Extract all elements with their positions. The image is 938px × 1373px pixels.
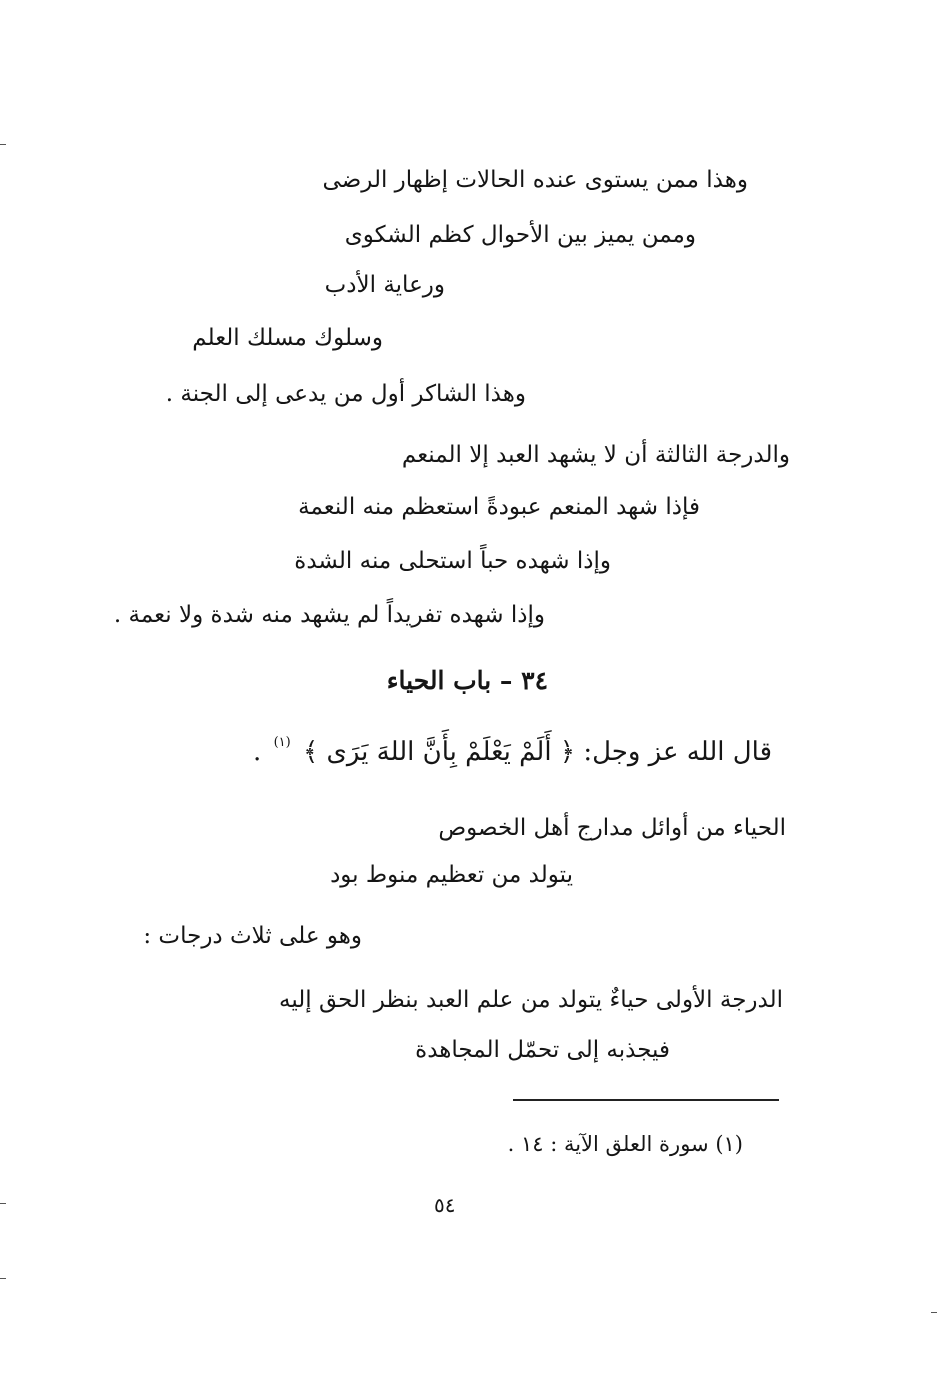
verse-quote: ﴿ أَلَمْ يَعْلَمْ بِأَنَّ اللهَ يَرَى ﴾	[302, 737, 576, 767]
footnote: (١) سورة العلق الآية : ١٤ .	[507, 1132, 743, 1156]
text-line: وهذا ممن يستوى عنده الحالات إظهار الرضى	[322, 167, 748, 193]
text-line: ورعاية الأدب	[324, 272, 445, 298]
text-line: والدرجة الثالثة أن لا يشهد العبد إلا المنعم	[401, 442, 790, 468]
text-line: وممن يميز بين الأحوال كظم الشكوى	[344, 222, 696, 248]
text-line: الحياء من أوائل مدارج أهل الخصوص	[438, 815, 786, 841]
text-line: الدرجة الأولى حياءٌ يتولد من علم العبد بنظر الحق إليه	[279, 987, 783, 1013]
footnote-separator	[513, 1099, 779, 1101]
scan-mark	[0, 144, 6, 145]
text-line: يتولد من تعظيم منوط بود	[330, 862, 573, 888]
footnote-marker: (١)	[273, 735, 291, 750]
text-line: فإذا شهد المنعم عبودةً استعظم منه النعمة	[298, 494, 700, 520]
scan-mark	[0, 1278, 6, 1279]
verse-intro: قال الله عز وجل:	[583, 737, 772, 767]
quran-verse-line	[253, 737, 772, 772]
text-line: وإذا شهده تفريداً لم يشهد منه شدة ولا نعمة .	[113, 602, 545, 628]
scan-mark	[0, 1203, 6, 1204]
page-number: ٥٤	[434, 1193, 456, 1217]
text-line: وإذا شهده حباً استحلى منه الشدة	[294, 548, 611, 574]
chapter-heading: ٣٤ – باب الحياء	[386, 666, 548, 695]
scan-mark	[931, 1312, 937, 1313]
text-line: فيجذبه إلى تحمّل المجاهدة	[415, 1037, 670, 1063]
text-line: وهذا الشاكر أول من يدعى إلى الجنة .	[165, 381, 526, 407]
text-line: وسلوك مسلك العلم	[192, 325, 383, 351]
verse-end: .	[253, 737, 262, 767]
text-line: وهو على ثلاث درجات :	[143, 923, 362, 949]
